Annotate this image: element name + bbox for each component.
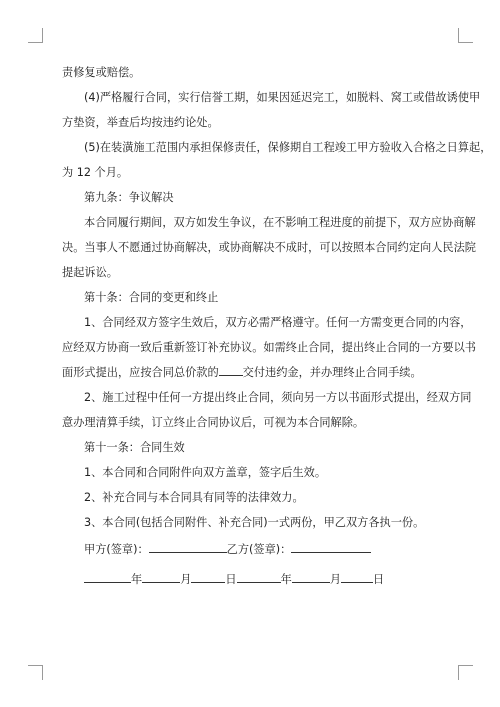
article-9-line-3: 提起诉讼。 xyxy=(62,266,118,279)
year-b-label: 年 xyxy=(280,573,292,586)
article-11-item-3: 3、本合同(包括合同附件、补充合同)一式两份，甲乙双方各执一份。 xyxy=(84,516,425,529)
day-b-blank[interactable] xyxy=(341,570,373,583)
crop-mark-bottom-left xyxy=(28,665,43,680)
clause-4-line-2: 方垫资，举查后均按违约论处。 xyxy=(62,116,219,129)
article-10-item-1-line-3 xyxy=(62,363,446,384)
year-b-blank[interactable] xyxy=(237,570,281,583)
article-9-title: 第九条：争议解决 xyxy=(84,191,174,204)
year-a-label: 年 xyxy=(131,573,143,586)
article-9-line-2: 决。当事人不愿通过协商解决，或协商解决不成时，可以按照本合同约定向人民法院 xyxy=(62,241,476,254)
signature-line xyxy=(62,540,446,561)
article-10-item-2-line-2: 意办理清算手续，订立终止合同协议后，可视为本合同解除。 xyxy=(62,416,365,429)
month-b-label: 月 xyxy=(329,573,342,586)
article-11-item-1: 1、本合同和合同附件向双方盖章，签字后生效。 xyxy=(84,466,327,479)
crop-mark-top-right xyxy=(458,28,473,43)
party-b-signature-blank[interactable] xyxy=(291,540,371,553)
clause-5-line-2: 为 12 个月。 xyxy=(62,166,129,179)
party-a-label: 甲方(签章)： xyxy=(84,542,149,556)
month-b-blank[interactable] xyxy=(292,570,330,583)
day-b-label: 日 xyxy=(373,573,385,586)
article-11-title: 第十一条：合同生效 xyxy=(84,441,185,454)
crop-mark-top-left xyxy=(28,28,43,43)
day-a-label: 日 xyxy=(225,573,237,586)
text-segment: 面形式提出，应按合同总价款的 xyxy=(62,366,219,379)
date-line xyxy=(62,570,446,591)
day-a-blank[interactable] xyxy=(191,570,225,583)
party-b-label: 乙方(签章)： xyxy=(226,542,292,556)
article-11-item-2: 2、补充合同与本合同具有同等的法律效力。 xyxy=(84,491,304,504)
article-10-item-2-line-1: 2、施工过程中任何一方提出终止合同，须向另一方以书面形式提出，经双方同 xyxy=(84,391,472,404)
crop-mark-bottom-right xyxy=(458,665,473,680)
article-10-item-1-line-2: 应经双方协商一致后重新签订补充协议。如需终止合同，提出终止合同的一方要以书 xyxy=(62,341,476,354)
clause-5-line-1: (5)在装潢施工范围内承担保修责任，保修期自工程竣工甲方验收入合格之日算起， xyxy=(84,141,492,154)
year-a-blank[interactable] xyxy=(84,570,131,583)
text-segment: 交付违约金，并办理终止合同手续。 xyxy=(242,366,422,379)
article-10-item-1-line-1: 1、合同经双方签字生效后，双方必需严格遵守。任何一方需变更合同的内容， xyxy=(84,316,472,329)
month-a-label: 月 xyxy=(180,573,192,586)
document-body xyxy=(62,63,492,591)
month-a-blank[interactable] xyxy=(142,570,180,583)
penalty-rate-blank[interactable] xyxy=(219,363,243,376)
clause-4-line-1: (4)严格履行合同，实行信誉工期，如果因延迟完工，如脱料、窝工或借故诱使甲 xyxy=(84,91,481,104)
party-a-signature-blank[interactable] xyxy=(149,540,227,553)
article-10-title: 第十条：合同的变更和终止 xyxy=(84,291,219,304)
article-9-line-1: 本合同履行期间，双方如发生争议，在不影响工程进度的前提下，双方应协商解 xyxy=(84,216,476,229)
paragraph-line: 责修复或赔偿。 xyxy=(62,66,141,79)
